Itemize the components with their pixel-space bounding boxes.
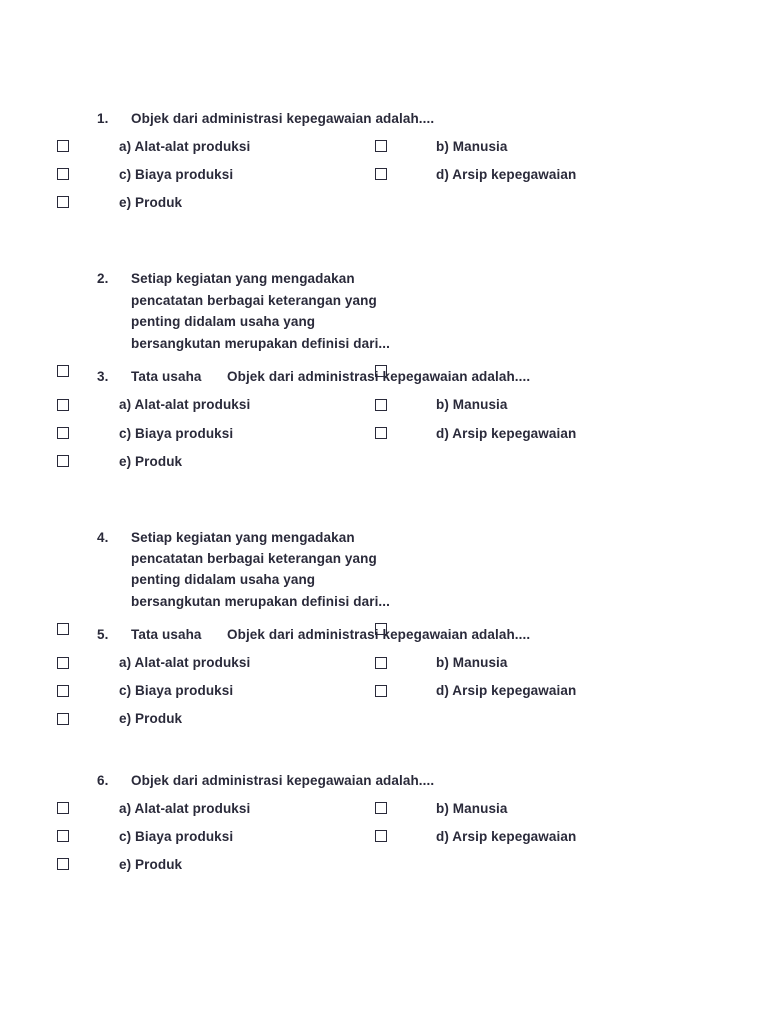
answer-text: Tata usaha: [131, 627, 202, 642]
option-e-label: e) Produk: [119, 195, 183, 210]
answer-text: Tata usaha: [131, 369, 202, 384]
checkbox-option-c[interactable]: [57, 830, 69, 842]
question-number: 2.: [97, 271, 109, 286]
checkbox-option-b[interactable]: [375, 399, 387, 411]
checkbox-option-e[interactable]: [57, 455, 69, 467]
checkbox-option-e[interactable]: [57, 858, 69, 870]
option-a-label: a) Alat-alat produksi: [119, 139, 251, 154]
checkbox-answer-left[interactable]: [57, 365, 69, 377]
checkbox-option-e[interactable]: [57, 713, 69, 725]
question-number: 5.: [97, 627, 109, 642]
question-text-line: bersangkutan merupakan definisi dari...: [131, 336, 390, 351]
option-e-label: e) Produk: [119, 857, 183, 872]
option-a-label: a) Alat-alat produksi: [119, 397, 251, 412]
checkbox-option-d[interactable]: [375, 830, 387, 842]
checkbox-option-a[interactable]: [57, 140, 69, 152]
checkbox-option-d[interactable]: [375, 427, 387, 439]
checkbox-option-c[interactable]: [57, 685, 69, 697]
checkbox-option-d[interactable]: [375, 168, 387, 180]
option-c-label: c) Biaya produksi: [119, 683, 234, 698]
option-c-label: c) Biaya produksi: [119, 829, 234, 844]
checkbox-option-b[interactable]: [375, 657, 387, 669]
checkbox-option-c[interactable]: [57, 427, 69, 439]
question-text-line: pencatatan berbagai keterangan yang: [131, 293, 377, 308]
question-text: Objek dari administrasi kepegawaian adalah....: [227, 369, 531, 384]
option-b-label: b) Manusia: [436, 397, 508, 412]
checkbox-option-d[interactable]: [375, 685, 387, 697]
option-d-label: d) Arsip kepegawaian: [436, 167, 577, 182]
question-text: Objek dari administrasi kepegawaian adalah....: [131, 773, 435, 788]
question-text-line: penting didalam usaha yang: [131, 572, 316, 587]
checkbox-answer-left[interactable]: [57, 623, 69, 635]
checkbox-option-a[interactable]: [57, 657, 69, 669]
option-e-label: e) Produk: [119, 711, 183, 726]
question-number: 1.: [97, 111, 109, 126]
option-b-label: b) Manusia: [436, 801, 508, 816]
question-number: 3.: [97, 369, 109, 384]
checkbox-option-a[interactable]: [57, 802, 69, 814]
option-d-label: d) Arsip kepegawaian: [436, 426, 577, 441]
checkbox-option-a[interactable]: [57, 399, 69, 411]
checkbox-option-c[interactable]: [57, 168, 69, 180]
option-c-label: c) Biaya produksi: [119, 167, 234, 182]
option-c-label: c) Biaya produksi: [119, 426, 234, 441]
option-d-label: d) Arsip kepegawaian: [436, 683, 577, 698]
question-text-line: penting didalam usaha yang: [131, 314, 316, 329]
option-b-label: b) Manusia: [436, 655, 508, 670]
question-number: 4.: [97, 530, 109, 545]
question-text-line: Setiap kegiatan yang mengadakan: [131, 530, 355, 545]
question-text: Objek dari administrasi kepegawaian adalah....: [131, 111, 435, 126]
option-a-label: a) Alat-alat produksi: [119, 655, 251, 670]
option-e-label: e) Produk: [119, 454, 183, 469]
option-a-label: a) Alat-alat produksi: [119, 801, 251, 816]
checkbox-option-b[interactable]: [375, 140, 387, 152]
question-text-line: bersangkutan merupakan definisi dari...: [131, 594, 390, 609]
question-text-line: Setiap kegiatan yang mengadakan: [131, 271, 355, 286]
option-b-label: b) Manusia: [436, 139, 508, 154]
question-text: Objek dari administrasi kepegawaian adalah....: [227, 627, 531, 642]
checkbox-option-e[interactable]: [57, 196, 69, 208]
option-d-label: d) Arsip kepegawaian: [436, 829, 577, 844]
checkbox-option-b[interactable]: [375, 802, 387, 814]
question-number: 6.: [97, 773, 109, 788]
question-text-line: pencatatan berbagai keterangan yang: [131, 551, 377, 566]
